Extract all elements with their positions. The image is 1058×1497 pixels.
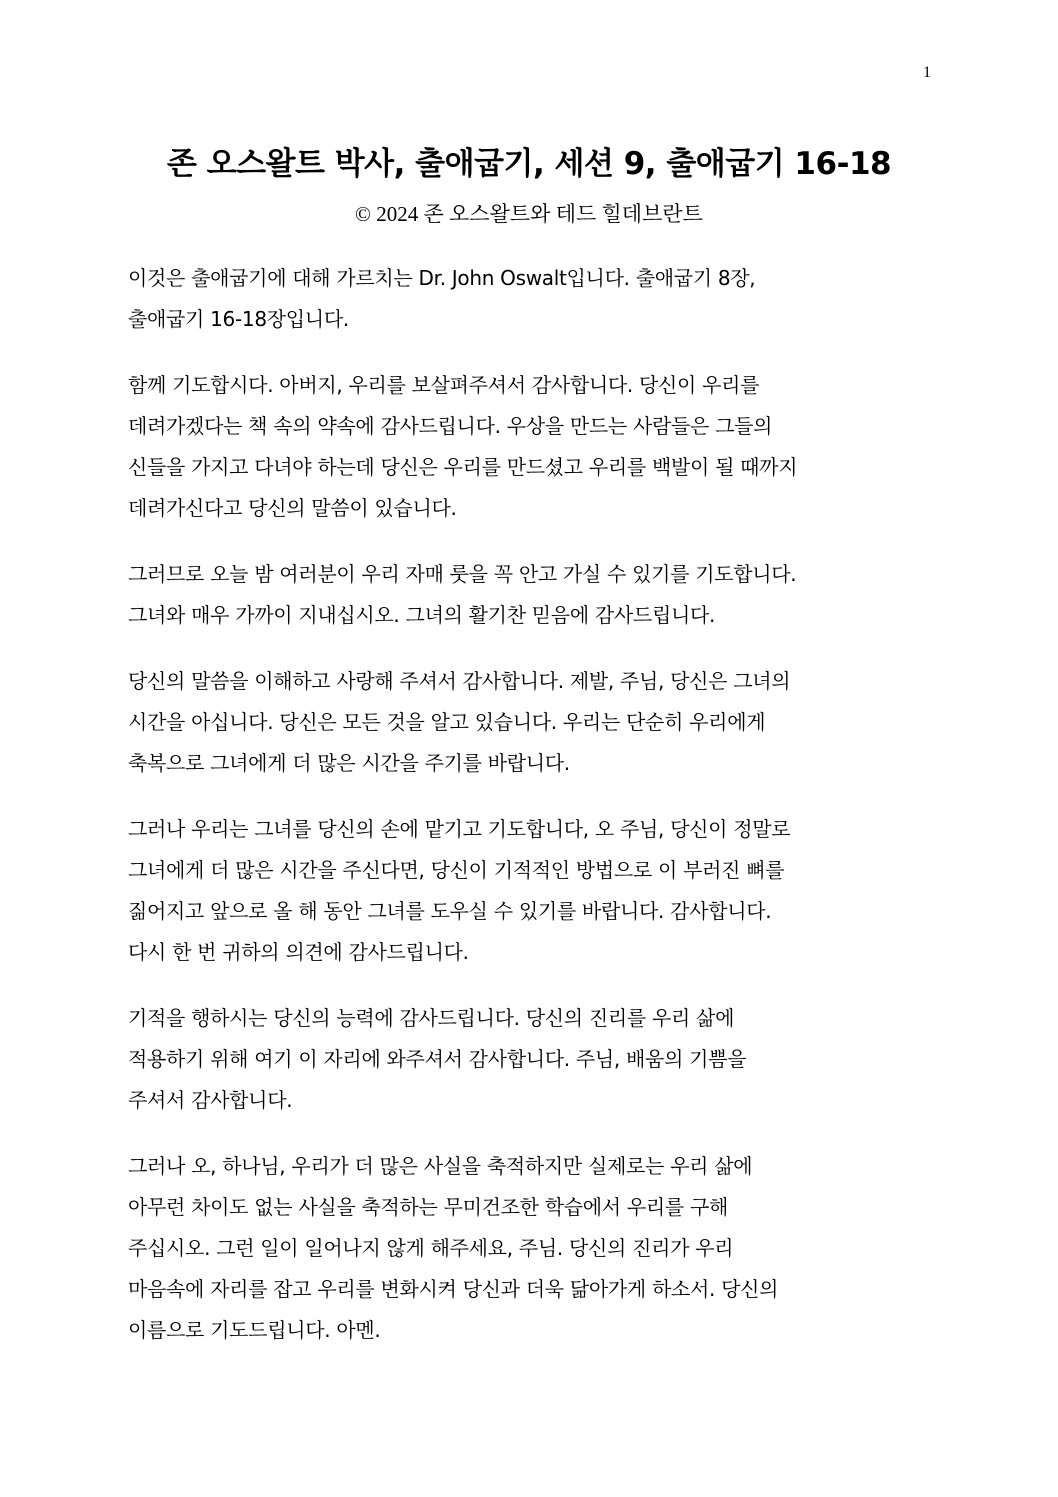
text-line: 시간을 아십니다. 당신은 모든 것을 알고 있습니다. 우리는 단순히 우리에게 [128,710,766,734]
paragraph [128,365,928,529]
text-line: 기적을 행하시는 당신의 능력에 감사드립니다. 당신의 진리를 우리 삶에 [128,1006,735,1030]
text-line: 그녀와 매우 가까이 지내십시오. 그녀의 활기찬 믿음에 감사드립니다. [128,603,716,627]
paragraph [128,998,928,1121]
paragraph [128,258,928,340]
text-line: 이름으로 기도드립니다. 아멘. [128,1318,381,1342]
text-line: 이것은 출애굽기에 대해 가르치는 Dr. John Oswalt입니다. 출애굽기 8장, [128,266,756,290]
text-line: 주셔서 감사합니다. [128,1088,293,1112]
paragraph [128,661,928,784]
text-line: 출애굽기 16-18장입니다. [128,307,349,331]
text-line: 데려가겠다는 책 속의 약속에 감사드립니다. 우상을 만드는 사람들은 그들의 [128,414,773,438]
paragraph [128,554,928,636]
document-title: 존 오스왈트 박사, 출애굽기, 세션 9, 출애굽기 16-18 [166,146,892,182]
text-line: 그녀에게 더 많은 시간을 주신다면, 당신이 기적적인 방법으로 이 부러진 뼈를 [128,858,785,882]
paragraph [128,809,928,973]
text-line: 짊어지고 앞으로 올 해 동안 그녀를 도우실 수 있기를 바랍니다. 감사합니다. [128,899,772,923]
text-line: 마음속에 자리를 잡고 우리를 변화시켜 당신과 더욱 닮아가게 하소서. 당신의 [128,1277,779,1301]
document-body [128,258,928,1376]
paragraph [128,1146,928,1351]
text-line: 축복으로 그녀에게 더 많은 시간을 주기를 바랍니다. [128,751,570,775]
text-line: 그러나 우리는 그녀를 당신의 손에 맡기고 기도합니다, 오 주님, 당신이 정말로 [128,817,791,841]
text-line: 신들을 가지고 다녀야 하는데 당신은 우리를 만드셨고 우리를 백발이 될 때까지 [128,455,798,479]
text-line: 아무런 차이도 없는 사실을 축적하는 무미건조한 학습에서 우리를 구해 [128,1195,729,1219]
text-line: 함께 기도합시다. 아버지, 우리를 보살펴주셔서 감사합니다. 당신이 우리를 [128,373,760,397]
text-line: 당신의 말씀을 이해하고 사랑해 주셔서 감사합니다. 제발, 주님, 당신은 그녀의 [128,669,791,693]
text-line: 주십시오. 그런 일이 일어나지 않게 해주세요, 주님. 당신의 진리가 우리 [128,1236,734,1260]
page-number: 1 [923,64,931,81]
text-line: 데려가신다고 당신의 말씀이 있습니다. [128,496,457,520]
text-line: 그러나 오, 하나님, 우리가 더 많은 사실을 축적하지만 실제로는 우리 삶에 [128,1154,753,1178]
copyright-line: © 2024 존 오스왈트와 테드 힐데브란트 [355,202,703,226]
text-line: 적용하기 위해 여기 이 자리에 와주셔서 감사합니다. 주님, 배움의 기쁨을 [128,1047,747,1071]
text-line: 그러므로 오늘 밤 여러분이 우리 자매 룻을 꼭 안고 가실 수 있기를 기도합니다. [128,562,797,586]
text-line: 다시 한 번 귀하의 의견에 감사드립니다. [128,940,469,964]
